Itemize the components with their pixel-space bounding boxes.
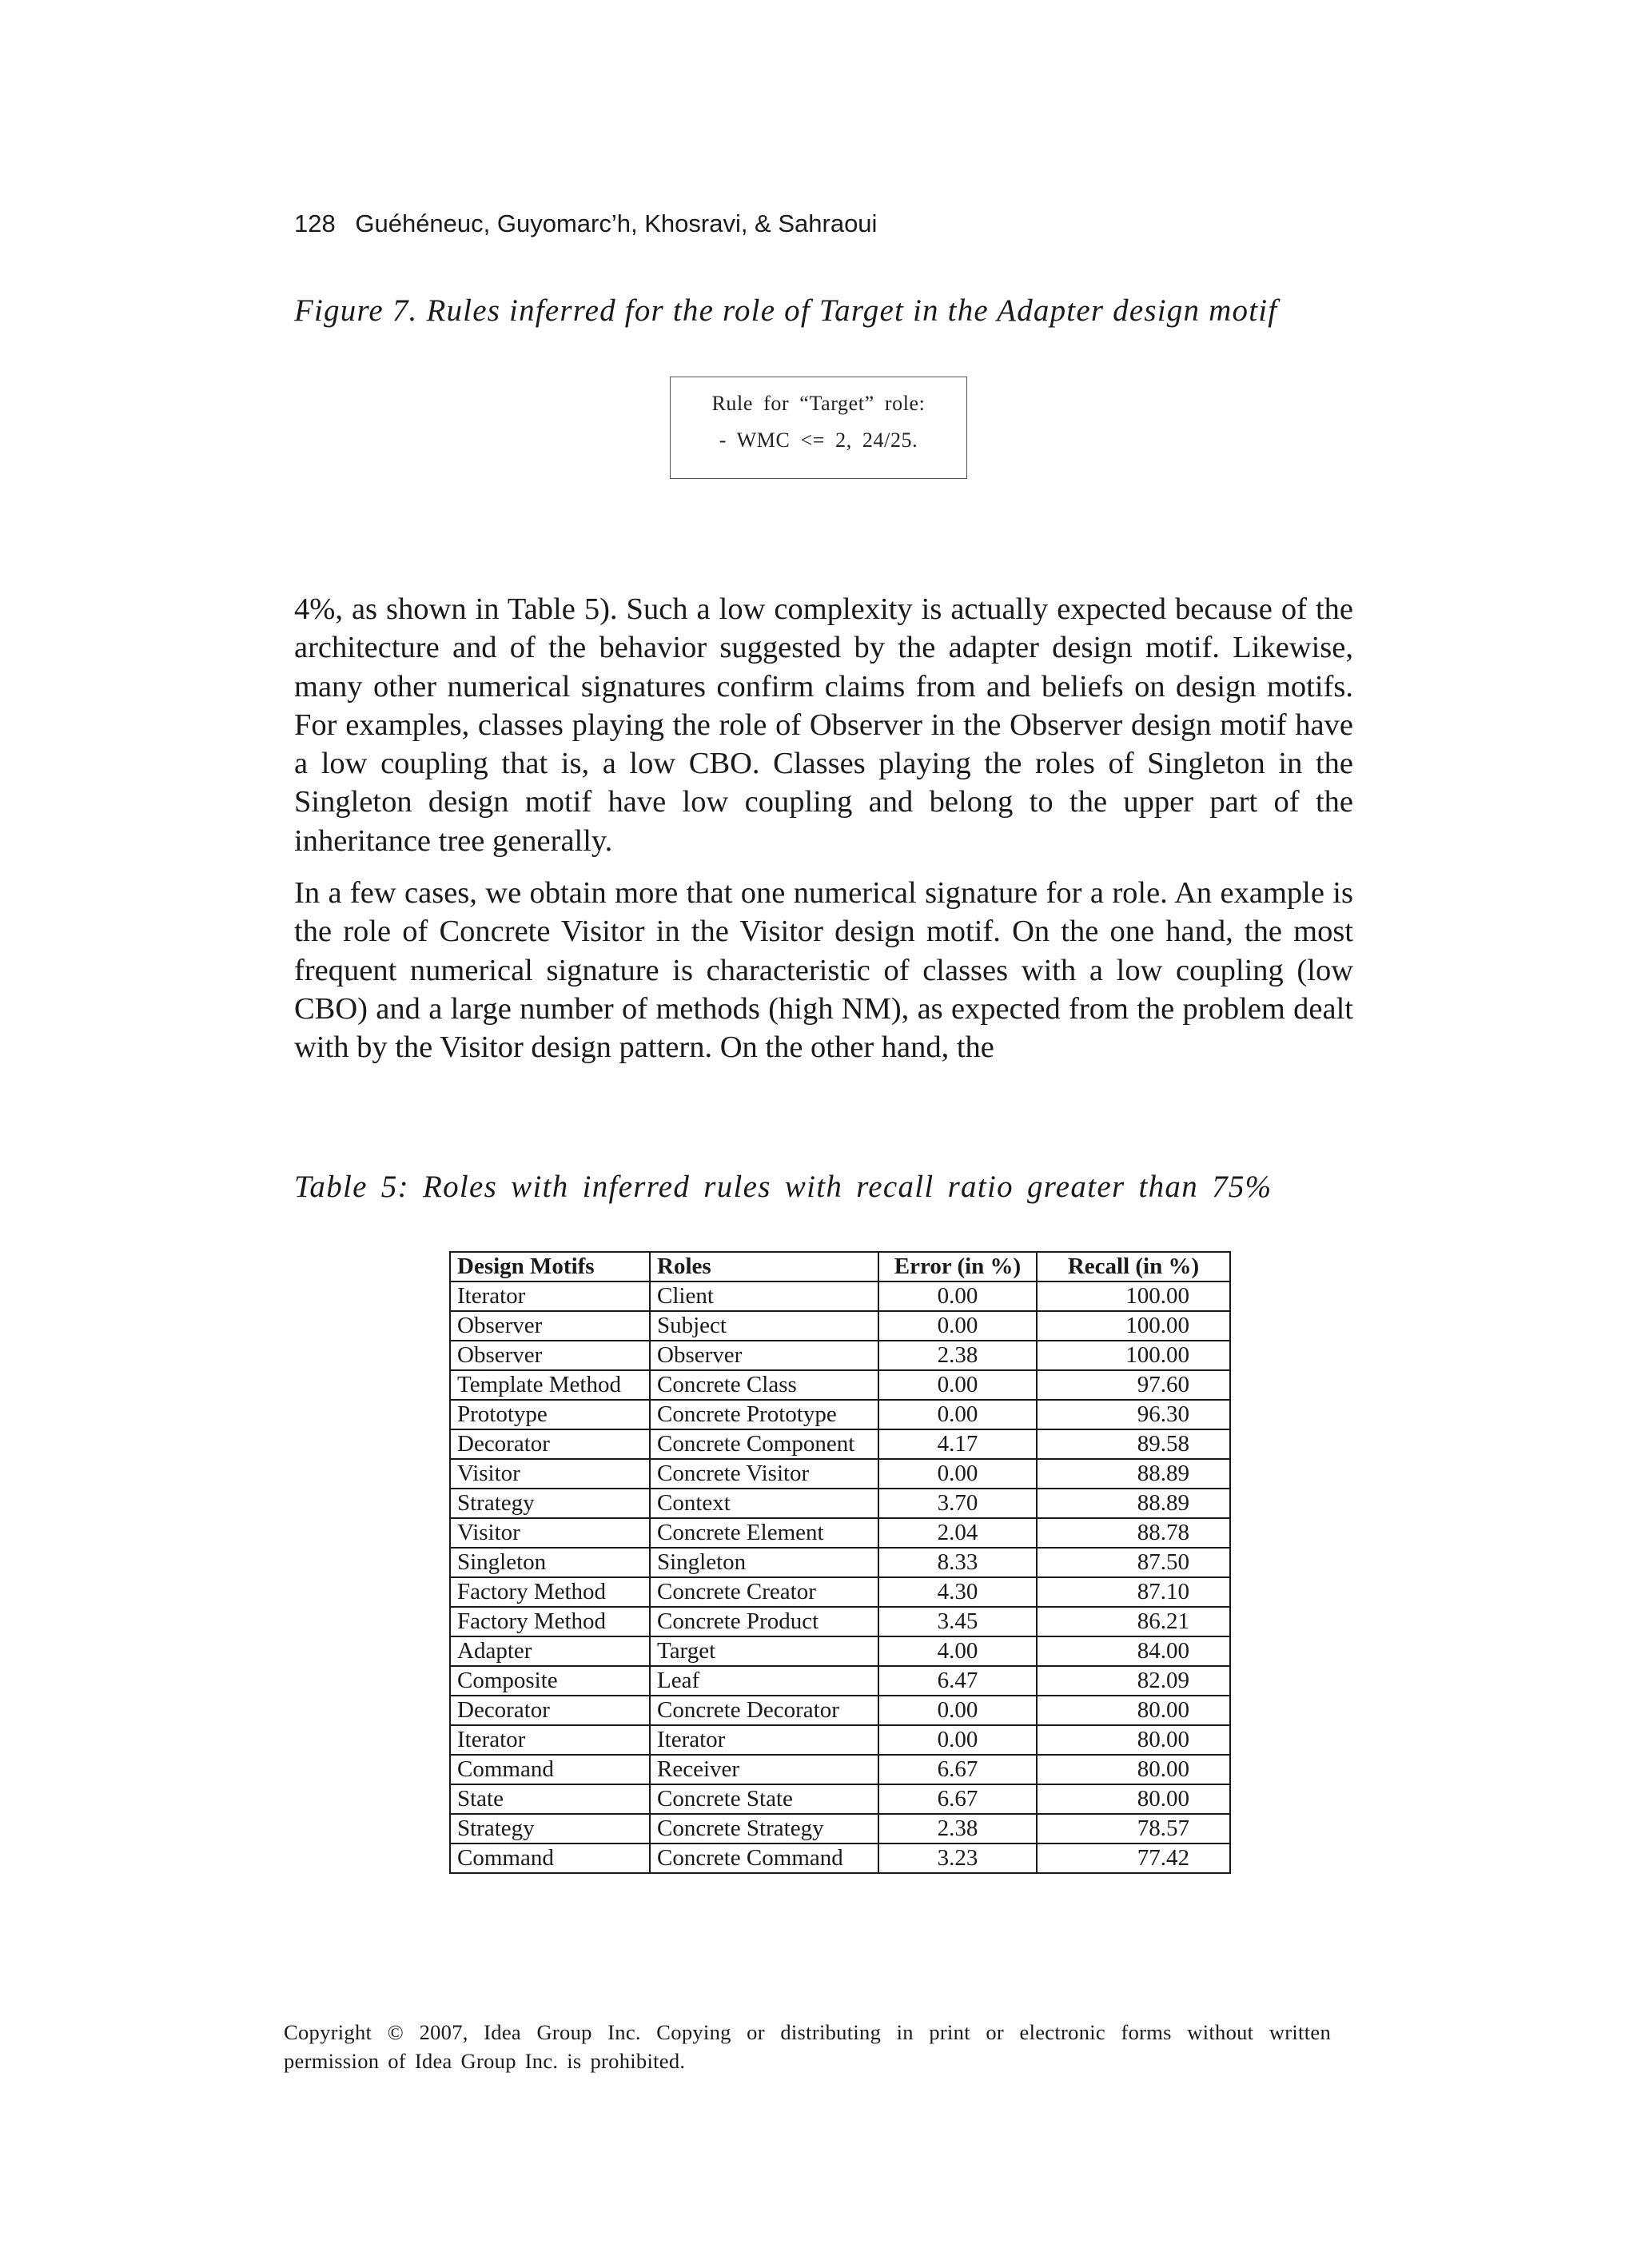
role-cell: Observer — [650, 1341, 878, 1370]
motif-cell: Visitor — [450, 1459, 650, 1489]
table-row — [450, 1725, 1230, 1755]
error-cell: 0.00 — [878, 1400, 1037, 1429]
recall-cell: 100.00 — [1037, 1311, 1230, 1341]
motif-cell: Strategy — [450, 1814, 650, 1843]
motif-cell: Iterator — [450, 1725, 650, 1755]
role-cell: Concrete Visitor — [650, 1459, 878, 1489]
role-cell: Client — [650, 1281, 878, 1311]
motif-cell: Prototype — [450, 1400, 650, 1429]
recall-cell: 82.09 — [1037, 1666, 1230, 1696]
role-cell: Concrete Product — [650, 1607, 878, 1636]
motif-cell: Template Method — [450, 1370, 650, 1400]
recall-cell: 89.58 — [1037, 1429, 1230, 1459]
table-row — [450, 1843, 1230, 1873]
error-cell: 6.67 — [878, 1784, 1037, 1814]
error-cell: 4.17 — [878, 1429, 1037, 1459]
error-cell: 0.00 — [878, 1370, 1037, 1400]
body-paragraph-1 — [294, 590, 1353, 860]
error-cell: 3.45 — [878, 1607, 1037, 1636]
motif-cell: Factory Method — [450, 1607, 650, 1636]
table-body — [450, 1281, 1230, 1873]
running-head — [294, 209, 877, 238]
motif-cell: Factory Method — [450, 1577, 650, 1607]
error-cell: 3.70 — [878, 1489, 1037, 1518]
recall-cell: 88.78 — [1037, 1518, 1230, 1548]
recall-cell: 88.89 — [1037, 1489, 1230, 1518]
role-cell: Iterator — [650, 1725, 878, 1755]
role-cell: Singleton — [650, 1548, 878, 1577]
role-cell: Concrete Prototype — [650, 1400, 878, 1429]
motif-cell: Visitor — [450, 1518, 650, 1548]
authors: Guéhéneuc, Guyomarc’h, Khosravi, & Sahraoui — [355, 209, 878, 237]
table-row — [450, 1429, 1230, 1459]
error-cell: 3.23 — [878, 1843, 1037, 1873]
role-cell: Concrete Command — [650, 1843, 878, 1873]
motif-cell: Iterator — [450, 1281, 650, 1311]
recall-cell: 80.00 — [1037, 1755, 1230, 1784]
error-cell: 2.38 — [878, 1341, 1037, 1370]
recall-cell: 88.89 — [1037, 1459, 1230, 1489]
role-cell: Leaf — [650, 1666, 878, 1696]
role-cell: Context — [650, 1489, 878, 1518]
recall-cell: 100.00 — [1037, 1281, 1230, 1311]
error-cell: 0.00 — [878, 1281, 1037, 1311]
table-row — [450, 1607, 1230, 1636]
motif-cell: Command — [450, 1843, 650, 1873]
table-row — [450, 1341, 1230, 1370]
motif-cell: Observer — [450, 1341, 650, 1370]
recall-cell: 80.00 — [1037, 1725, 1230, 1755]
role-cell: Concrete State — [650, 1784, 878, 1814]
motif-cell: Composite — [450, 1666, 650, 1696]
motif-cell: Command — [450, 1755, 650, 1784]
header-roles: Roles — [650, 1252, 878, 1281]
header-design-motifs: Design Motifs — [450, 1252, 650, 1281]
table-row — [450, 1281, 1230, 1311]
table-row — [450, 1696, 1230, 1725]
role-cell: Concrete Decorator — [650, 1696, 878, 1725]
role-cell: Subject — [650, 1311, 878, 1341]
recall-cell: 80.00 — [1037, 1696, 1230, 1725]
recall-cell: 87.50 — [1037, 1548, 1230, 1577]
error-cell: 0.00 — [878, 1311, 1037, 1341]
error-cell: 0.00 — [878, 1459, 1037, 1489]
recall-cell: 87.10 — [1037, 1577, 1230, 1607]
role-cell: Concrete Creator — [650, 1577, 878, 1607]
header-error: Error (in %) — [878, 1252, 1037, 1281]
table-row — [450, 1459, 1230, 1489]
recall-cell: 80.00 — [1037, 1784, 1230, 1814]
table-row — [450, 1814, 1230, 1843]
recall-cell: 78.57 — [1037, 1814, 1230, 1843]
role-cell: Concrete Element — [650, 1518, 878, 1548]
motif-cell: Decorator — [450, 1429, 650, 1459]
rule-body: - WMC <= 2, 24/25. — [719, 428, 918, 452]
rule-box — [670, 377, 967, 479]
recall-cell: 77.42 — [1037, 1843, 1230, 1873]
role-cell: Concrete Strategy — [650, 1814, 878, 1843]
motif-cell: Decorator — [450, 1696, 650, 1725]
motif-cell: Adapter — [450, 1636, 650, 1666]
error-cell: 0.00 — [878, 1696, 1037, 1725]
table-row — [450, 1400, 1230, 1429]
recall-cell: 100.00 — [1037, 1341, 1230, 1370]
rule-title: Rule for “Target” role: — [711, 392, 926, 415]
table-row — [450, 1518, 1230, 1548]
figure-caption: Figure 7. Rules inferred for the role of Target in the Adapter design motif — [294, 293, 1278, 328]
role-cell: Concrete Class — [650, 1370, 878, 1400]
role-cell: Receiver — [650, 1755, 878, 1784]
recall-cell: 86.21 — [1037, 1607, 1230, 1636]
error-cell: 2.04 — [878, 1518, 1037, 1548]
table-row — [450, 1784, 1230, 1814]
motif-cell: Observer — [450, 1311, 650, 1341]
recall-cell: 84.00 — [1037, 1636, 1230, 1666]
page-number: 128 — [294, 209, 336, 237]
error-cell: 6.47 — [878, 1666, 1037, 1696]
table-row — [450, 1755, 1230, 1784]
roles-table — [449, 1251, 1231, 1874]
role-cell: Concrete Component — [650, 1429, 878, 1459]
table-row — [450, 1636, 1230, 1666]
copyright-notice: Copyright © 2007, Idea Group Inc. Copying or distributing in print or electronic forms without written permission of Idea Group Inc. is prohibited. — [284, 2020, 1331, 2073]
error-cell: 2.38 — [878, 1814, 1037, 1843]
table-row — [450, 1311, 1230, 1341]
table-row — [450, 1489, 1230, 1518]
error-cell: 4.00 — [878, 1636, 1037, 1666]
body-paragraph-2 — [294, 874, 1353, 1066]
paragraph-text: 4%, as shown in Table 5). Such a low complexity is actually expected because of the architecture and of the behavior suggested by the adapter design motif. Likewise, many other numerical signatures confirm claims from and beliefs on design motifs. For examples, classes playing the role of Observer in the Observer design motif have a low coupling that is, a low CBO. Classes playing the roles of Singleton in the Singleton design motif have low coupling and belong to the upper part of the inheritance tree generally. — [294, 592, 1353, 858]
table-row — [450, 1577, 1230, 1607]
motif-cell: Strategy — [450, 1489, 650, 1518]
motif-cell: State — [450, 1784, 650, 1814]
table-row — [450, 1370, 1230, 1400]
paragraph-text: In a few cases, we obtain more that one numerical signature for a role. An example is the role of Concrete Visitor in the Visitor design motif. On the one hand, the most frequent numerical signature is characteristic of classes with a low coupling (low CBO) and a large number of methods (high NM), as expected from the problem dealt with by the Visitor design pattern. On the other hand, the — [294, 876, 1353, 1065]
recall-cell: 97.60 — [1037, 1370, 1230, 1400]
motif-cell: Singleton — [450, 1548, 650, 1577]
error-cell: 0.00 — [878, 1725, 1037, 1755]
recall-cell: 96.30 — [1037, 1400, 1230, 1429]
error-cell: 4.30 — [878, 1577, 1037, 1607]
role-cell: Target — [650, 1636, 878, 1666]
header-recall: Recall (in %) — [1037, 1252, 1230, 1281]
table-caption: Table 5: Roles with inferred rules with recall ratio greater than 75% — [294, 1170, 1273, 1204]
table-header-row — [450, 1252, 1230, 1281]
error-cell: 6.67 — [878, 1755, 1037, 1784]
table-row — [450, 1666, 1230, 1696]
error-cell: 8.33 — [878, 1548, 1037, 1577]
table-row — [450, 1548, 1230, 1577]
